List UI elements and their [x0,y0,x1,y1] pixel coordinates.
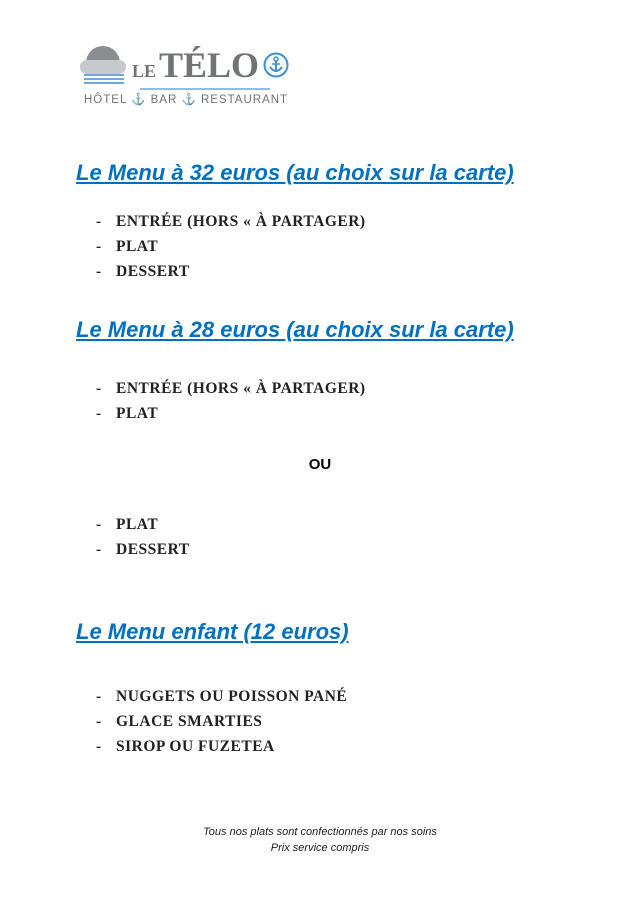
menu-32-title: Le Menu à 32 euros (au choix sur la carte) [76,160,514,185]
list-item: - NUGGETS OU POISSON PANÉ [96,688,348,705]
menu-32-list [96,209,366,284]
footer-line-1: Tous nos plats sont confectionnés par nos soins [203,826,437,838]
logo-row [80,40,289,86]
menu-28-alt-list [96,512,190,562]
list-item: - PLAT [96,405,159,422]
list-item: - PLAT [96,516,159,533]
menu-enfant-title: Le Menu enfant (12 euros) [76,619,349,644]
list-item: - PLAT [96,238,159,255]
list-item: - DESSERT [96,263,190,280]
logo-le: LE [132,61,157,81]
list-item: - ENTRÉE (HORS « À PARTAGER) [96,380,366,397]
list-item: - ENTRÉE (HORS « À PARTAGER) [96,213,366,230]
menu-28-list [96,376,366,426]
hotel-logo [80,40,289,110]
anchor-icon [263,52,289,78]
logo-art [80,40,126,86]
list-item: - SIROP OU FUZETEA [96,738,275,755]
menu-enfant-list [96,684,347,759]
list-item: - DESSERT [96,541,190,558]
logo-telo: TÉLO [159,45,260,85]
footer-line-2: Prix service compris [270,842,370,854]
or-separator: OU [308,456,332,473]
list-item: - GLACE SMARTIES [96,713,263,730]
footer [0,824,640,856]
waves-icon [84,74,124,86]
menu-28-title: Le Menu à 28 euros (au choix sur la carte) [76,317,514,342]
logo-divider [140,88,270,90]
logo-subtitle: HÔTEL ⚓ BAR ⚓ RESTAURANT [84,94,289,106]
cloud-icon [80,60,126,74]
